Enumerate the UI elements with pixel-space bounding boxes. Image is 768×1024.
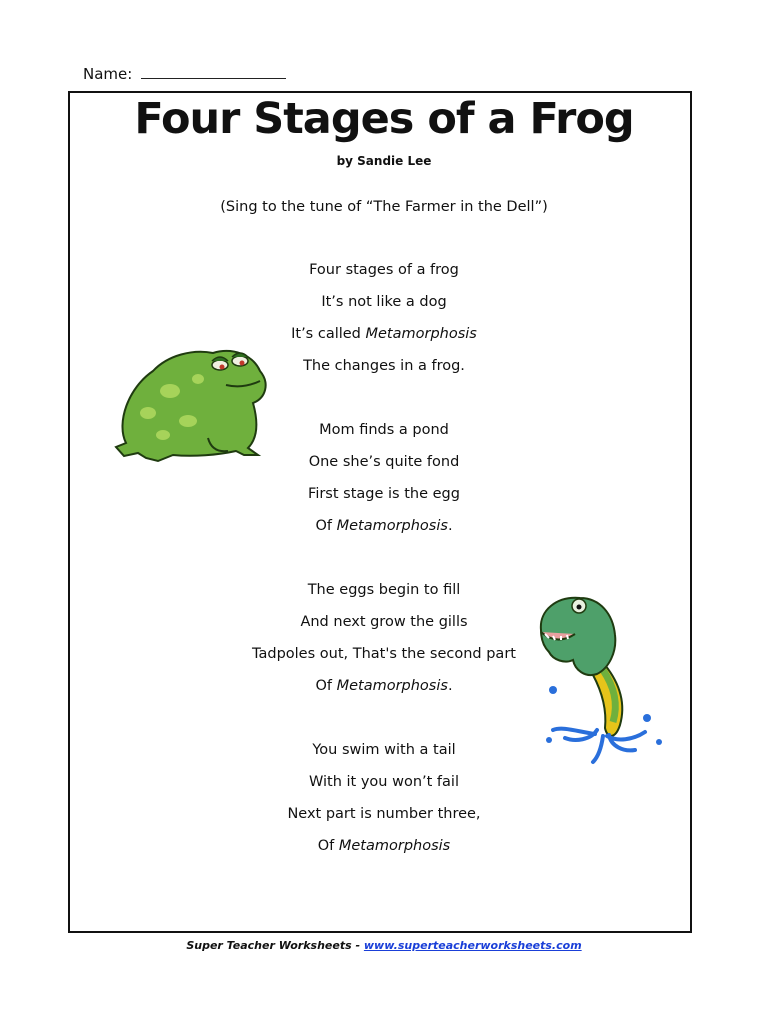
poem-line [0, 774, 768, 790]
poem-line [0, 262, 768, 278]
poem-line-text: The changes in a frog. [303, 358, 465, 374]
poem-line-text: It’s not like a dog [321, 294, 447, 310]
poem-line-text: Four stages of a frog [309, 262, 459, 278]
poem-line-text: You swim with a tail [312, 742, 456, 758]
poem-line-text: Next part is number three, [287, 806, 481, 822]
poem-line-text: Mom finds a pond [319, 422, 449, 438]
footer-brand: Super Teacher Worksheets [186, 939, 352, 952]
poem-line-text: It’s called [291, 326, 366, 342]
worksheet-title: Four Stages of a Frog [134, 94, 634, 144]
poem-line-text: Of [315, 678, 337, 694]
poem-line-text: The eggs begin to fill [307, 582, 461, 598]
poem-line-emphasis: Metamorphosis [338, 838, 451, 854]
poem-line-suffix: . [447, 678, 453, 694]
poem-line [0, 486, 768, 502]
poem-line-text: First stage is the egg [308, 486, 460, 502]
poem-line-text: Tadpoles out, That's the second part [252, 646, 516, 662]
poem-line [0, 294, 768, 310]
tune-instruction: (Sing to the tune of “The Farmer in the Dell”) [220, 199, 548, 215]
poem-line-emphasis: Metamorphosis [336, 678, 448, 694]
footer-separator: - [351, 939, 364, 952]
poem-line-text: Of [315, 518, 337, 534]
name-blank-line[interactable] [141, 64, 286, 79]
poem-line-text: One she’s quite fond [308, 454, 460, 470]
name-label: Name: [83, 65, 133, 83]
poem-line-text: With it you won’t fail [309, 774, 459, 790]
poem-line-text: Of [317, 838, 339, 854]
poem-line [0, 518, 768, 534]
frog-illustration [108, 343, 273, 465]
author-byline: by Sandie Lee [336, 154, 432, 168]
poem-line [0, 326, 768, 342]
poem-line-text: And next grow the gills [300, 614, 468, 630]
poem-line-emphasis: Metamorphosis [336, 518, 448, 534]
footer [0, 939, 768, 952]
tadpole-illustration [535, 590, 675, 765]
footer-link[interactable]: www.superteacherworksheets.com [363, 939, 582, 952]
poem-line [0, 806, 768, 822]
poem-line-suffix: . [447, 518, 453, 534]
name-field-row [83, 64, 286, 83]
poem-line-emphasis: Metamorphosis [365, 326, 477, 342]
poem-line [0, 838, 768, 854]
